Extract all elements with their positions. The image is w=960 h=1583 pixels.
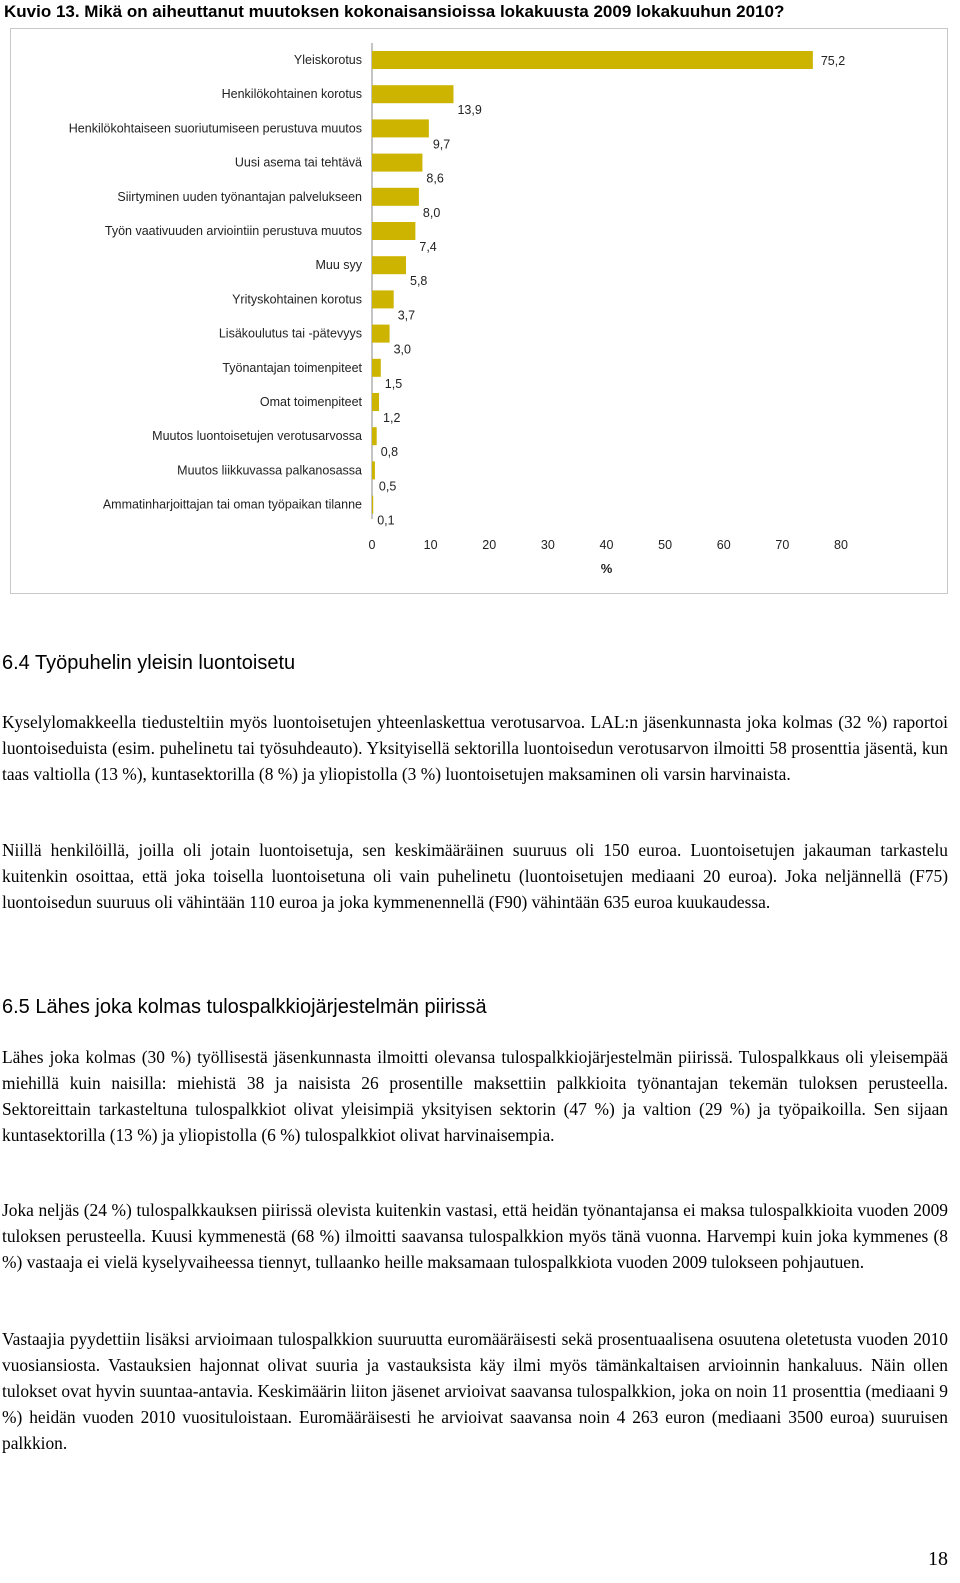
- category-label: Muutos liikkuvassa palkanosassa: [177, 463, 362, 478]
- x-tick-label: 60: [716, 538, 731, 552]
- category-label: Työn vaativuuden arviointiin perustuva muutos: [104, 224, 362, 238]
- category-label: Työnantajan toimenpiteet: [222, 360, 362, 375]
- category-label: Ammatinharjoittajan tai oman työpaikan tilanne: [102, 497, 362, 512]
- x-tick-label: 40: [599, 538, 614, 552]
- bar: [372, 188, 419, 206]
- bar: [372, 119, 429, 137]
- bar: [372, 427, 377, 445]
- category-label: Yrityskohtainen korotus: [232, 292, 362, 307]
- x-tick-label: 30: [540, 538, 555, 552]
- data-label: 8,6: [426, 171, 444, 186]
- data-label: 0,5: [378, 479, 397, 494]
- bar: [372, 51, 813, 69]
- x-tick-label: 70: [775, 538, 790, 552]
- category-label: Henkilökohtaiseen suoriutumiseen perustuva muutos: [68, 121, 362, 136]
- section-heading-6-4: 6.4 Työpuhelin yleisin luontoisetu: [2, 652, 296, 674]
- bar: [372, 222, 415, 240]
- data-label: 8,0: [422, 205, 441, 220]
- x-tick-label: 20: [482, 538, 497, 552]
- paragraph: Kyselylomakkeella tiedusteltiin myös luontoisetujen yhteenlaskettua verotusarvoa. LAL:n jäsenkunnasta joka kolmas (32 %) raportoi luontoiseduista (esim. puhelinetu tai työsuhdeauto). Yksityisellä sektorilla luontoisedun verotusarvon ilmoitti 58 prosenttia jäsentä, kun taas valtiolla (13 %), kuntasektorilla (8 %) ja yliopistolla (3 %) luontoisetujen maksaminen oli varsin harvinaista.: [2, 712, 948, 784]
- category-label: Siirtyminen uuden työnantajan palvelukseen: [117, 189, 362, 204]
- bar: [372, 290, 394, 308]
- bar: [372, 496, 373, 514]
- data-label: 1,5: [384, 376, 403, 391]
- bar-chart-svg: [11, 29, 949, 595]
- category-label: Lisäkoulutus tai -pätevyys: [218, 326, 362, 341]
- data-label: 3,0: [393, 342, 411, 357]
- data-label: 75,2: [820, 54, 846, 68]
- paragraph: Vastaajia pyydettiin lisäksi arvioimaan tulospalkkion suuruutta euromääräisesti sekä prosentuaalisena osuutena oletetusta vuoden 2010 vuosiansiosta. Vastauksien hajonnat olivat suuria ja vastauksista käy ilmi myös tämänkaltaisen arvioinnin hankaluus. Näin ollen tulokset ovat hyvin suuntaa-antavia. Keskimäärin liiton jäsenet arvioivat saavansa tulospalkkion, joka on noin 11 prosenttia (mediaani 9 %) heidän vuoden 2010 vuosituloistaan. Euromääräisesti he arvioivat saavansa noin 4 263 euron (mediaani 3500 euroa) suuruisen palkkion.: [2, 1329, 948, 1453]
- data-label: 1,2: [383, 411, 401, 425]
- category-label: Uusi asema tai tehtävä: [234, 155, 362, 170]
- figure-title: Kuvio 13. Mikä on aiheuttanut muutoksen kokonaisansioissa lokakuusta 2009 lokakuuhun 2010?: [4, 2, 785, 21]
- x-tick-label: 80: [834, 538, 848, 552]
- category-label: Muutos luontoisetujen verotusarvossa: [152, 429, 362, 444]
- data-label: 3,7: [397, 308, 416, 323]
- paragraph: Niillä henkilöillä, joilla oli jotain luontoisetuja, sen keskimääräinen suuruus oli 150 euroa. Luontoisetujen jakauman tarkastelu kuitenkin osoittaa, että joka toisella luontoisetuna oli vain puhelinetu (luontoisetujen mediaani 20 euroa). Joka neljännellä (F75) luontoisedun suuruus oli vähintään 110 euroa ja joka kymmenennellä (F90) vähintään 635 euroa kuukaudessa.: [2, 840, 948, 912]
- paragraph: Lähes joka kolmas (30 %) työllisestä jäsenkunnasta ilmoitti olevansa tulospalkkiojärjestelmän piirissä. Tulospalkkaus oli yleisempää miehillä kuin naisilla: miehistä 38 ja naisista 26 prosentille maksettiin palkkioita työnantajan tekemän tuloksen perusteella. Sektoreittain tarkasteltuna tulospalkkiot olivat yleisimpiä yksityisen sektorin (47 %) ja valtion (29 %) ja työpaikoilla. Sen sijaan kuntasektorilla (13 %) ja yliopistolla (6 %) tulospalkkiot olivat harvinaisempia.: [2, 1047, 948, 1145]
- x-axis-label: %: [600, 561, 613, 576]
- data-label: 9,7: [432, 137, 451, 152]
- category-label: Muu syy: [315, 258, 362, 273]
- bar: [372, 85, 453, 103]
- page-number: 18: [928, 1548, 948, 1570]
- x-tick-label: 10: [423, 538, 438, 552]
- paragraph: Joka neljäs (24 %) tulospalkkauksen piirissä olevista kuitenkin vastasi, että heidän työnantajansa ei maksa tulospalkkioita vuoden 2009 tuloksen perusteella. Kuusi kymmenestä (68 %) ilmoitti saavansa tulospalkkion myös tänä vuonna. Harvempi kuin joka kymmenes (8 %) vastaaja ei vielä kyselyvaiheessa tiennyt, tullaanko heille maksamaan tulospalkkiota vuoden 2009 tulokseen pohjautuen.: [2, 1200, 948, 1272]
- data-label: 13,9: [457, 103, 482, 118]
- data-label: 0,8: [380, 445, 399, 460]
- bar: [372, 154, 422, 172]
- x-tick-label: 0: [368, 538, 376, 552]
- category-label: Omat toimenpiteet: [259, 395, 362, 409]
- category-label: Yleiskorotus: [293, 53, 362, 67]
- bar: [372, 393, 379, 411]
- bar-chart: [10, 28, 948, 594]
- bar: [372, 256, 406, 274]
- x-tick-label: 50: [658, 538, 673, 552]
- category-label: Henkilökohtainen korotus: [221, 87, 362, 102]
- bar: [372, 325, 390, 343]
- data-label: 7,4: [419, 240, 437, 254]
- data-label: 0,1: [377, 513, 395, 528]
- bar: [372, 461, 375, 479]
- section-heading-6-5: 6.5 Lähes joka kolmas tulospalkkiojärjestelmän piirissä: [2, 996, 487, 1018]
- bar: [372, 359, 381, 377]
- data-label: 5,8: [410, 274, 428, 289]
